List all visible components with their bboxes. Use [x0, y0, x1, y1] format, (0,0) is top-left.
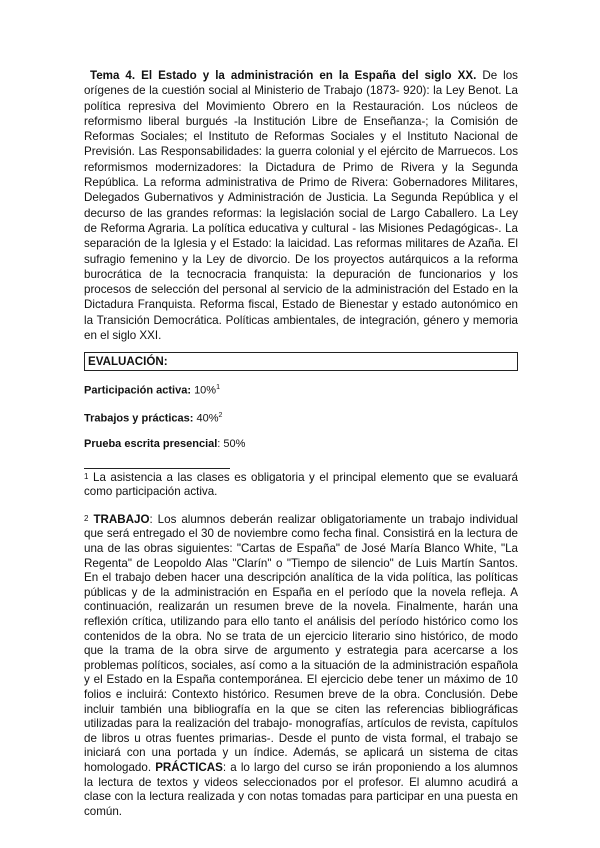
eval-value: : 50%: [217, 437, 246, 450]
eval-value: 40%: [196, 412, 219, 425]
evaluacion-heading: EVALUACIÓN:: [88, 355, 168, 369]
trabajo-text: : Los alumnos deberán realizar obligatoriamente un trabajo individual que será entregado el 30 de noviembre como fecha final. Consistirá en la lectura de una de las obras siguientes: "Cartas de España" de José María Blanco White, "La Regenta" de Leopoldo Alas "Clarín" o "Tiempo de silencio" de Luis Martín Santos. En el trabajo deben hacer una descripción analítica de la vida política, las políticas públicas y de la administración en España en el período que la novela refleja. A continuación, realizarán un resumen breve de la novela. Finalmente, harán una reflexión crítica, utilizando para ello tanto el análisis del período histórico como los contenidos de la obra. No se trata de un ejercicio literario sino histórico, de modo que la trama de la obra sirve de argumento y estrategia para acercarse a los problemas políticos, sociales, así como a la situación de la administración española y el Estado en la España contemporánea. El ejercicio debe tener un máximo de 10 folios e incluirá: Contexto histórico. Resumen breve de la obra. Conclusión. Debe incluir también una bibliografía en la que se citen las referencias bibliográficas utilizadas para la realización del trabajo- monografías, artículos de revista, capítulos de libros u otras fuentes primarias-. Desde el punto de vista formal, el trabajo se iniciará con una portada y un índice. Además, se aplicará un sistema de citas homologado.: [84, 512, 518, 774]
eval-label: Trabajos y prácticas:: [84, 412, 194, 425]
eval-value: 10%: [194, 385, 217, 397]
evaluacion-heading-box: [84, 352, 518, 371]
eval-item-participacion: [84, 381, 518, 398]
eval-item-trabajos: [84, 409, 518, 426]
eval-label: Participación activa:: [84, 385, 191, 397]
tema-paragraph: [84, 68, 518, 343]
footnote-separator: [84, 468, 230, 469]
footnote-ref: 2: [218, 412, 223, 419]
tema-title: Tema 4. El Estado y la administración en la España del siglo XX.: [90, 69, 477, 82]
footnote-1-text: La asistencia a las clases es obligatoria y el principal elemento que se evaluará como participación activa.: [84, 470, 518, 499]
tema-body: De los orígenes de la cuestión social al Ministerio de Trabajo (1873- 920): la Ley Benot. La política represiva del Movimiento Obrero en la Restauración. Los núcleos de reformismo liberal burgués -la Institución Libre de Enseñanza-; la Comisión de Reformas Sociales; el Instituto de Reformas Sociales y el Instituto Nacional de Previsión. Las Responsabilidades: la guerra colonial y el ejército de Marruecos. Los reformismos modernizadores: la Dictadura de Primo de Rivera y la Segunda República. La reforma administrativa de Primo de Rivera: Gobernadores Militares, Delegados Gubernativos y Administración de Justicia. La Segunda República y el decurso de las grandes reformas: la legislación social de Largo Caballero. La Ley de Reforma Agraria. La política educativa y cultural - las Misiones Pedagógicas-. La separación de la Iglesia y el Estado: la laicidad. Las reformas militares de Azaña. El sufragio femenino y la Ley de divorcio. De los proyectos autárquicos a la reforma burocrática de la tecnocracia franquista: la depuración de funcionarios y los procesos de selección del personal al servicio de la administración del Estado en la Dictadura Franquista. Reforma fiscal, Estado de Bienestar y estado autonómico en la Transición Democrática. Políticas ambientales, de integración, género y memoria en el siglo XXI.: [84, 69, 518, 343]
footnote-number: 1: [84, 471, 89, 481]
trabajo-label: TRABAJO: [93, 512, 150, 526]
eval-label: Prueba escrita presencial: [84, 437, 218, 450]
footnote-1: [84, 471, 518, 500]
footnote-2: [84, 513, 518, 819]
footnote-ref: 1: [216, 384, 220, 392]
footnote-number: 2: [84, 513, 89, 523]
practicas-text: : a lo largo del curso se irán proponiendo a los alumnos la lectura de textos y videos seleccionados por el profesor. El alumno acudirá a clase con la lectura realizada y con notas tomadas para participar en una puesta en común.: [84, 760, 518, 818]
eval-item-prueba: [84, 437, 518, 451]
practicas-label: PRÁCTICAS: [155, 760, 223, 774]
document-page: [84, 68, 518, 819]
